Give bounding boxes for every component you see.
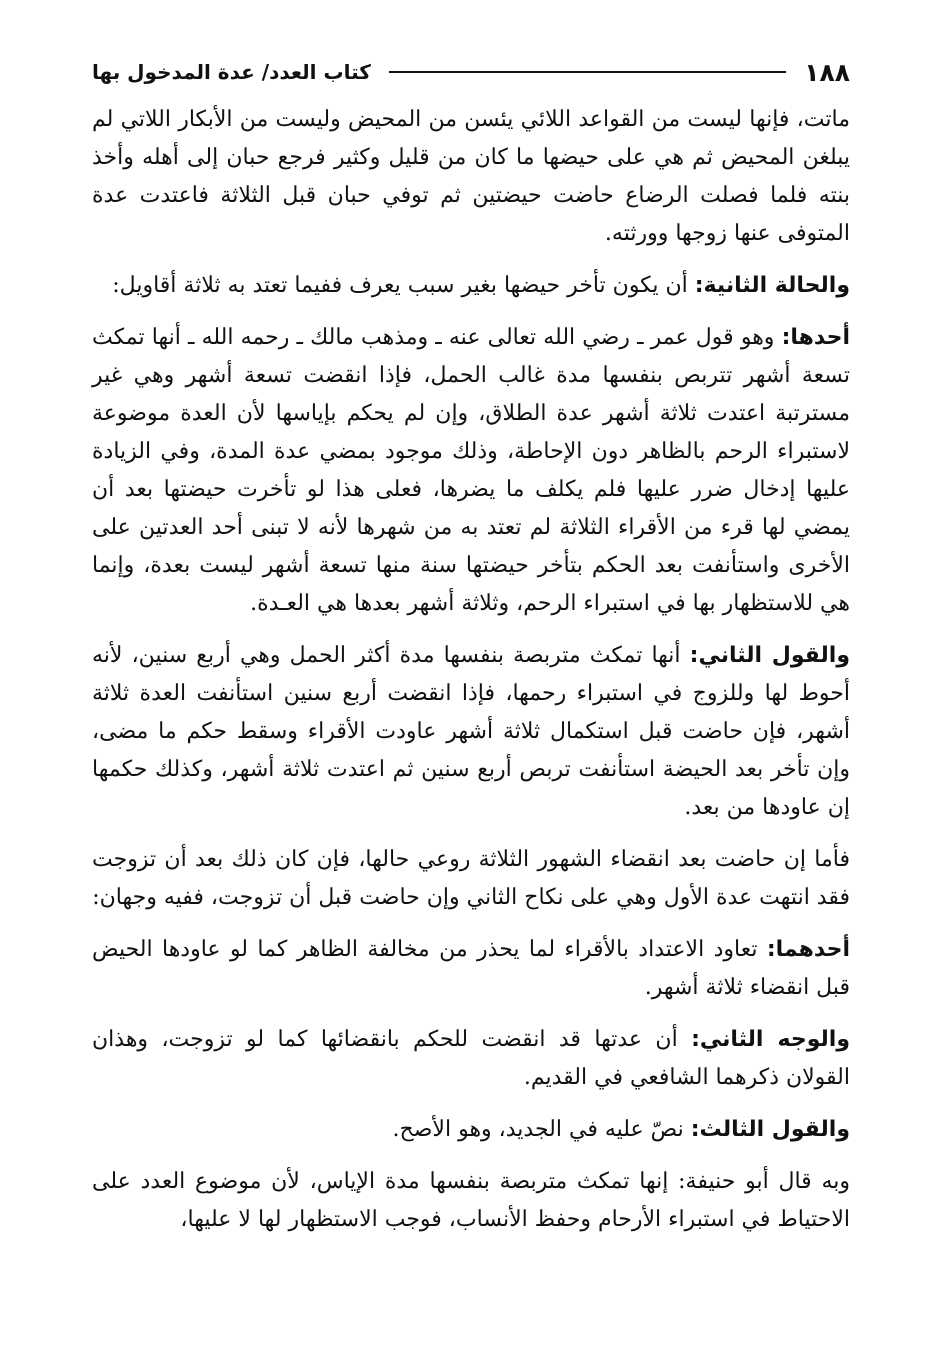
paragraph-gap: [92, 305, 850, 319]
body-paragraph-2: [92, 267, 850, 305]
header-rule: [389, 71, 786, 73]
paragraph-text: تعاود الاعتداد بالأقراء لما يحذر من مخالفة الظاهر كما لو عاودها الحيض قبل انقضاء ثلاثة أشهر.: [92, 937, 850, 1000]
paragraph-lead: أحدهما:: [766, 937, 850, 962]
paragraph-gap: [92, 1007, 850, 1021]
paragraph-lead: والحالة الثانية:: [694, 273, 850, 298]
body-paragraph-5: [92, 841, 850, 917]
page-header: [92, 52, 850, 92]
paragraph-lead: والقول الثالث:: [690, 1117, 850, 1142]
body-paragraph-8: [92, 1111, 850, 1149]
paragraph-lead: والقول الثاني:: [689, 643, 850, 668]
paragraph-text: أن يكون تأخر حيضها بغير سبب يعرف ففيما تعتد به ثلاثة أقاويل:: [112, 273, 695, 298]
paragraph-lead: أحدها:: [781, 325, 850, 350]
paragraph-gap: [92, 623, 850, 637]
paragraph-text: وهو قول عمر ـ رضي الله تعالى عنه ـ ومذهب مالك ـ رحمه الله ـ أنها تمكث تسعة أشهر تتربص بنفسها مدة غالب الحمل، فإذا انقضت تسعة أشهر وهي غير مسترتبة اعتدت ثلاثة أشهر عدة الطلاق، وإن لم يحكم بإياسها لأن العدة موضوعة لاستبراء الرحم بالظاهر دون الإحاطة، وذلك موجود بمضي عدة المدة، وفي الزيادة عليها إدخال ضرر عليها فلم يكلف ما يضرها، فعلى هذا لو تأخرت حيضتها بعد أن يمضي لها قرء من الأقراء الثلاثة لم تعتد به من شهرها لأنه لا تبنى أحد العدتين على الأخرى واستأنفت بعد الحكم بتأخر حيضتها سنة منها تسعة أشهر ليست بعدة، وإنما هي للاستظهار بها في استبراء الرحم، وثلاثة أشهر بعدها هي العـدة.: [92, 325, 850, 616]
body-paragraph-1: [92, 101, 850, 253]
body-paragraph-4: [92, 637, 850, 827]
paragraph-text: فأما إن حاضت بعد انقضاء الشهور الثلاثة روعي حالها، فإن كان ذلك بعد أن تزوجت فقد انتهت عدة الأول وهي على نكاح الثاني وإن حاضت قبل أن تزوجت، ففيه وجهان:: [92, 847, 850, 910]
paragraph-gap: [92, 1097, 850, 1111]
paragraph-text: ماتت، فإنها ليست من القواعد اللائي يئسن من المحيض وليست من الأبكار اللاتي لم يبلغن المحيض ثم هي على حيضها ما كان من قليل وكثير فرجع حبان إلى أهله وأخذ بنته فلما فصلت الرضاع حاضت حيضتين ثم توفي حبان قبل الثلاثة فاعتدت عدة المتوفى عنها زوجها وورثته.: [92, 107, 850, 246]
book-page: [92, 52, 850, 1239]
paragraph-gap: [92, 253, 850, 267]
paragraph-lead: والوجه الثاني:: [691, 1027, 850, 1052]
body-paragraph-6: [92, 931, 850, 1007]
paragraph-text: نصّ عليه في الجديد، وهو الأصح.: [392, 1117, 691, 1142]
paragraph-text: أنها تمكث متربصة بنفسها مدة أكثر الحمل وهي أربع سنين، لأنه أحوط لها وللزوج في استبراء رحمها، فإذا انقضت أربع سنين استأنفت العدة ثلاثة أشهر، فإن حاضت قبل استكمال ثلاثة أشهر عاودت الأقراء وسقط حكم ما مضى، وإن تأخر بعد الحيضة استأنفت تربص أربع سنين ثم اعتدت ثلاثة أشهر، وكذلك حكمها إن عاودها من بعد.: [92, 643, 850, 820]
body-paragraph-9: [92, 1163, 850, 1239]
body-paragraph-3: [92, 319, 850, 623]
paragraph-gap: [92, 917, 850, 931]
running-title: كتاب العدد/ عدة المدخول بها: [92, 60, 371, 84]
paragraph-text: وبه قال أبو حنيفة: إنها تمكث متربصة بنفسها مدة الإياس، لأن موضوع العدد على الاحتياط في استبراء الأرحام وحفظ الأنساب، فوجب الاستظهار لها لا عليها،: [92, 1169, 850, 1232]
paragraph-gap: [92, 1149, 850, 1163]
paragraph-text: أن عدتها قد انقضت للحكم بانقضائها كما لو تزوجت، وهذان القولان ذكرهما الشافعي في القديم.: [92, 1027, 850, 1090]
paragraph-gap: [92, 827, 850, 841]
page-number: ١٨٨: [804, 57, 850, 87]
body-paragraph-7: [92, 1021, 850, 1097]
